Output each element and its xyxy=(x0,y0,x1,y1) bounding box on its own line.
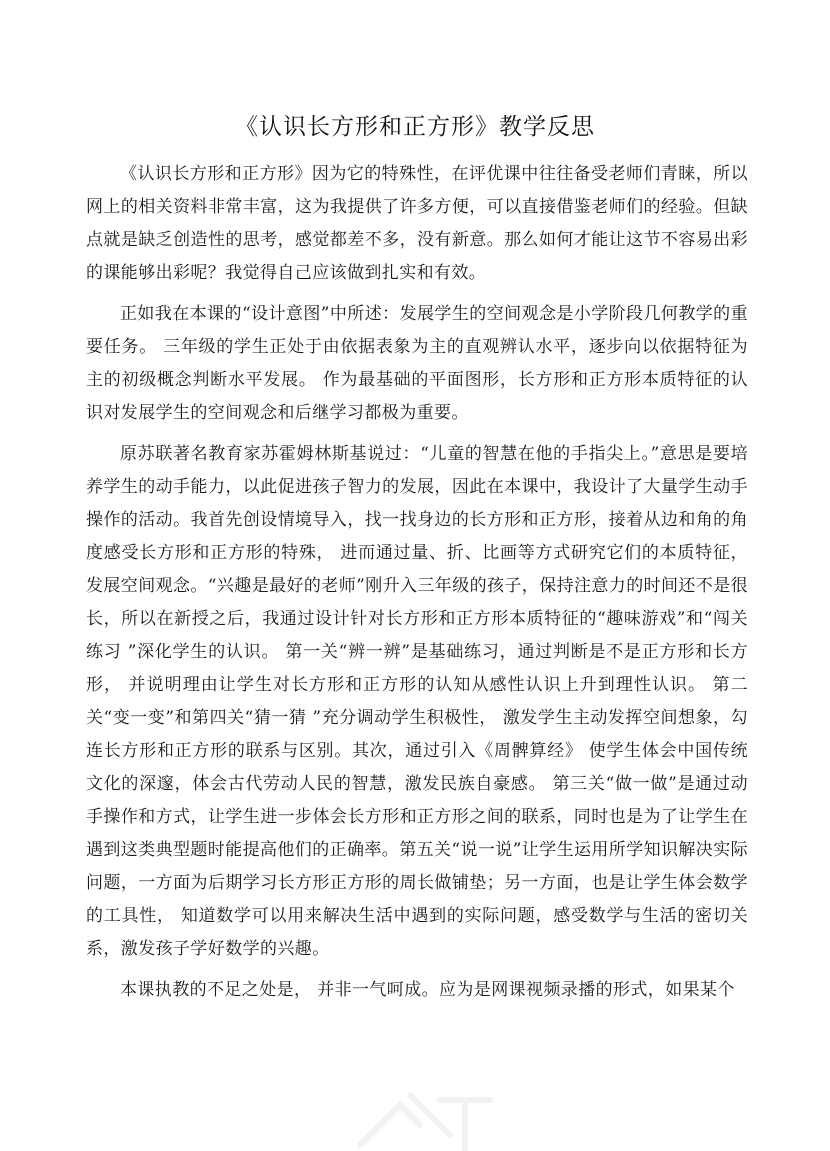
paragraph-4: 本课执教的不足之处是， 并非一气呵成。应为是网课视频录播的形式，如果某个 xyxy=(120,980,735,1000)
paragraph-2: 正如我在本课的“设计意图”中所述：发展学生的空间观念是小学阶段几何教学的重要任务。 三年级的学生正处于由依据表象为主的直观辨认水平，逐步向以依据特征为主的初级概念判断水平发展。 作为最基础的平面图形，长方形和正方形本质特征的认识对发展学生的空间观念和后继学习都极为重要。 xyxy=(86,304,748,423)
document-body xyxy=(86,158,748,1015)
watermark-icon xyxy=(300,1075,540,1151)
paragraph-1: 《认识长方形和正方形》因为它的特殊性，在评优课中往往备受老师们青睐，所以网上的相关资料非常丰富，这为我提供了许多方便，可以直接借鉴老师们的经验。但缺点就是缺乏创造性的思考，感觉都差不多，没有新意。那么如何才能让这节不容易出彩的课能够出彩呢？我觉得自己应该做到扎实和有效。 xyxy=(86,164,748,283)
paragraph-3: 原苏联著名教育家苏霍姆林斯基说过：“儿童的智慧在他的手指尖上。”意思是要培养学生的动手能力，以此促进孩子智力的发展，因此在本课中，我设计了大量学生动手操作的活动。我首先创设情境导入，找一找身边的长方形和正方形，接着从边和角的角度感受长方形和正方形的特殊， 进而通过量、折、比画等方式研究它们的本质特征，发展空间观念。“兴趣是最好的老师”刚升入三年级的孩子，保持注意力的时间还不是很长，所以在新授之后，我通过设计针对长方形和正方形本质特征的“趣味游戏”和“闯关练习 ”深化学生的认识。 第一关“辨一辨”是基础练习，通过判断是不是正方形和长方形， 并说明理由让学生对长方形和正方形的认知从感性认识上升到理性认识。 第二关“变一变”和第四关“猜一猜 ”充分调动学生积极性， 激发学生主动发挥空间想象，勾连长方形和正方形的联系与区别。其次，通过引入《周髀算经》 使学生体会中国传统文化的深邃，体会古代劳动人民的智慧，激发民族自豪感。 第三关“做一做”是通过动手操作和方式，让学生进一步体会长方形和正方形之间的联系，同时也是为了让学生在遇到这类典型题时能提高他们的正确率。第五关“说一说”让学生运用所学知识解决实际问题，一方面为后期学习长方形正方形的周长做铺垫；另一方面，也是让学生体会数学的工具性， 知道数学可以用来解决生活中遇到的实际问题，感受数学与生活的密切关系，激发孩子学好数学的兴趣。 xyxy=(86,444,748,959)
document-title: 《认识长方形和正方形》教学反思 xyxy=(235,114,595,140)
